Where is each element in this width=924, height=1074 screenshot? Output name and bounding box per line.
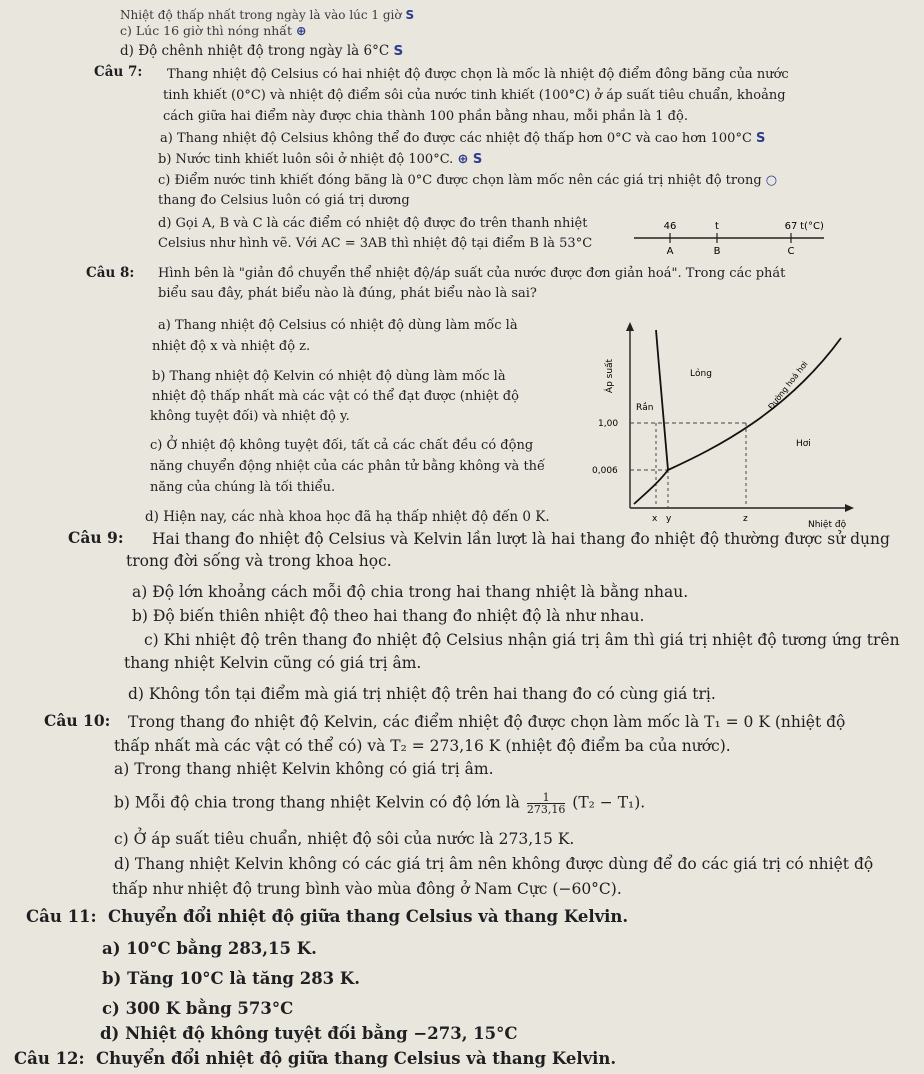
q11-option-a: a) 10°C bằng 283,15 K. bbox=[102, 939, 317, 958]
q8-option-c1: c) Ở nhiệt độ không tuyệt đối, tất cả các chất đều có động bbox=[150, 438, 534, 453]
q11-option-c: c) 300 K bằng 573°C bbox=[102, 999, 294, 1018]
temperature-axis-label: Nhiệt độ bbox=[808, 520, 847, 530]
question-12-number: Câu 12: bbox=[14, 1049, 85, 1068]
q7-stem-2: tinh khiết (0°C) và nhiệt độ điểm sôi của nước tinh khiết (100°C) ở áp suất tiêu chuẩn, khoảng bbox=[163, 88, 786, 103]
value-c: 67 bbox=[784, 221, 798, 232]
q10-stem-1: Trong thang đo nhiệt độ Kelvin, các điểm nhiệt độ được chọn làm mốc là T₁ = 0 K (nhiệt độ bbox=[128, 713, 846, 731]
q12-stem: Chuyển đổi nhiệt độ giữa thang Celsius và thang Kelvin. bbox=[96, 1049, 617, 1068]
q9-stem-2: trong đời sống và trong khoa học. bbox=[126, 552, 392, 570]
sublimation-curve bbox=[634, 470, 668, 504]
line-q6-d: d) Độ chênh nhiệt độ trong ngày là 6°C S bbox=[120, 43, 404, 59]
vaporization-curve bbox=[668, 338, 841, 470]
line-q6-a: Nhiệt độ thấp nhất trong ngày là vào lúc 1 giờ S bbox=[120, 8, 415, 22]
temperature-z: z bbox=[743, 514, 748, 524]
q9-option-d: d) Không tồn tại điểm mà giá trị nhiệt độ trên hai thang đo có cùng giá trị. bbox=[128, 685, 716, 703]
scale-unit: t(°C) bbox=[800, 221, 824, 232]
q8-stem-1: Hình bên là "giản đồ chuyển thể nhiệt độ/áp suất của nước được đơn giản hoá". Trong các phát bbox=[158, 266, 786, 281]
q10-option-c: c) Ở áp suất tiêu chuẩn, nhiệt độ sôi của nước là 273,15 K. bbox=[114, 830, 575, 848]
q8-option-d: d) Hiện nay, các nhà khoa học đã hạ thấp nhiệt độ đến 0 K. bbox=[145, 509, 550, 525]
pressure-tick-2: 0,006 bbox=[592, 466, 618, 476]
question-11-number: Câu 11: bbox=[26, 907, 97, 926]
question-8-number: Câu 8: bbox=[86, 265, 135, 281]
q8-option-b3: không tuyệt đối) và nhiệt độ y. bbox=[150, 409, 350, 424]
pressure-axis-arrow bbox=[626, 322, 634, 331]
gas-label: Hơi bbox=[796, 439, 811, 449]
pressure-tick-1: 1,00 bbox=[598, 419, 619, 429]
q10-option-d1: d) Thang nhiệt Kelvin không có các giá trị âm nên không được dùng để đo các giá trị có nhiệt độ bbox=[114, 855, 874, 873]
q9-option-c2: thang nhiệt Kelvin cũng có giá trị âm. bbox=[124, 654, 422, 672]
temperature-y: y bbox=[666, 514, 672, 524]
q7-option-c1: c) Điểm nước tinh khiết đóng băng là 0°C được chọn làm mốc nên các giá trị nhiệt độ trong ○ bbox=[158, 173, 778, 188]
q7-option-a: a) Thang nhiệt độ Celsius không thể đo được các nhiệt độ thấp hơn 0°C và cao hơn 100°C S bbox=[160, 131, 766, 146]
q8-stem-2: biểu sau đây, phát biểu nào là đúng, phát biểu nào là sai? bbox=[158, 286, 537, 301]
q7-option-d1: d) Gọi A, B và C là các điểm có nhiệt độ được đo trên thanh nhiệt bbox=[158, 216, 588, 231]
q8-option-b2: nhiệt độ thấp nhất mà các vật có thể đạt được (nhiệt độ bbox=[152, 389, 519, 404]
phase-diagram bbox=[586, 318, 884, 530]
value-a: 46 bbox=[663, 221, 677, 232]
q10-option-a: a) Trong thang nhiệt Kelvin không có giá trị âm. bbox=[114, 760, 494, 778]
q10-stem-2: thấp nhất mà các vật có thể có) và T₂ = 273,16 K (nhiệt độ điểm ba của nước). bbox=[114, 737, 731, 755]
q8-option-c2: năng chuyển động nhiệt của các phân tử bằng không và thế bbox=[150, 459, 546, 474]
boiling-curve-label: Đường hoá hơi bbox=[766, 359, 810, 412]
q11-stem: Chuyển đổi nhiệt độ giữa thang Celsius và thang Kelvin. bbox=[108, 907, 629, 926]
pressure-axis-label: Áp suất bbox=[605, 358, 615, 394]
liquid-label: Lỏng bbox=[690, 369, 712, 379]
thermometer-scale-figure bbox=[630, 214, 830, 262]
q7-option-b: b) Nước tinh khiết luôn sôi ở nhiệt độ 100°C. ⊕ S bbox=[158, 152, 483, 167]
question-9-number: Câu 9: bbox=[68, 528, 124, 547]
q10-option-d2: thấp như nhiệt độ trung bình vào mùa đông ở Nam Cực (−60°C). bbox=[112, 880, 622, 898]
line-q6-c: c) Lúc 16 giờ thì nóng nhất ⊕ bbox=[120, 23, 307, 38]
question-7-number: Câu 7: bbox=[94, 64, 143, 80]
q9-option-a: a) Độ lớn khoảng cách mỗi độ chia trong hai thang nhiệt là bằng nhau. bbox=[132, 583, 689, 601]
q7-option-d2: Celsius như hình vẽ. Với AC = 3AB thì nhiệt độ tại điểm B là 53°C bbox=[158, 236, 593, 251]
q11-option-d: d) Nhiệt độ không tuyệt đối bằng −273, 15°C bbox=[100, 1024, 518, 1043]
q7-stem-3: cách giữa hai điểm này được chia thành 100 phần bằng nhau, mỗi phần là 1 độ. bbox=[163, 109, 688, 124]
q8-option-a1: a) Thang nhiệt độ Celsius có nhiệt độ dùng làm mốc là bbox=[158, 318, 518, 333]
q7-stem-1: Thang nhiệt độ Celsius có hai nhiệt độ được chọn là mốc là nhiệt độ điểm đông băng của nước bbox=[167, 67, 789, 82]
q7-option-c2: thang đo Celsius luôn có giá trị dương bbox=[158, 193, 410, 208]
q8-option-c3: năng của chúng là tối thiểu. bbox=[150, 480, 336, 495]
point-b-label: B bbox=[713, 246, 721, 257]
q8-option-a2: nhiệt độ x và nhiệt độ z. bbox=[152, 339, 311, 354]
q9-option-c1: c) Khi nhiệt độ trên thang đo nhiệt độ Celsius nhận giá trị âm thì giá trị nhiệt độ tương ứng trên bbox=[144, 631, 900, 649]
solid-label: Rắn bbox=[636, 403, 654, 413]
point-c-label: C bbox=[787, 246, 795, 257]
melting-curve bbox=[656, 330, 668, 470]
point-a-label: A bbox=[666, 246, 674, 257]
temperature-x: x bbox=[652, 514, 658, 524]
fraction: $\frac{1}{273,16}$ bbox=[526, 791, 566, 816]
q10-option-b: b) Mỗi độ chia trong thang nhiệt Kelvin có độ lớn là $\frac{1}{273,16}$ (T₂ − T₁). bbox=[114, 791, 646, 816]
temperature-axis-arrow bbox=[845, 504, 854, 512]
q8-option-b1: b) Thang nhiệt độ Kelvin có nhiệt độ dùng làm mốc là bbox=[152, 369, 506, 384]
value-b: t bbox=[715, 221, 719, 232]
q9-stem-1: Hai thang đo nhiệt độ Celsius và Kelvin lần lượt là hai thang đo nhiệt độ thường được sử dụng bbox=[152, 530, 890, 548]
q11-option-b: b) Tăng 10°C là tăng 283 K. bbox=[102, 969, 360, 988]
q9-option-b: b) Độ biến thiên nhiệt độ theo hai thang đo nhiệt độ là như nhau. bbox=[132, 607, 645, 625]
question-10-number: Câu 10: bbox=[44, 711, 111, 730]
